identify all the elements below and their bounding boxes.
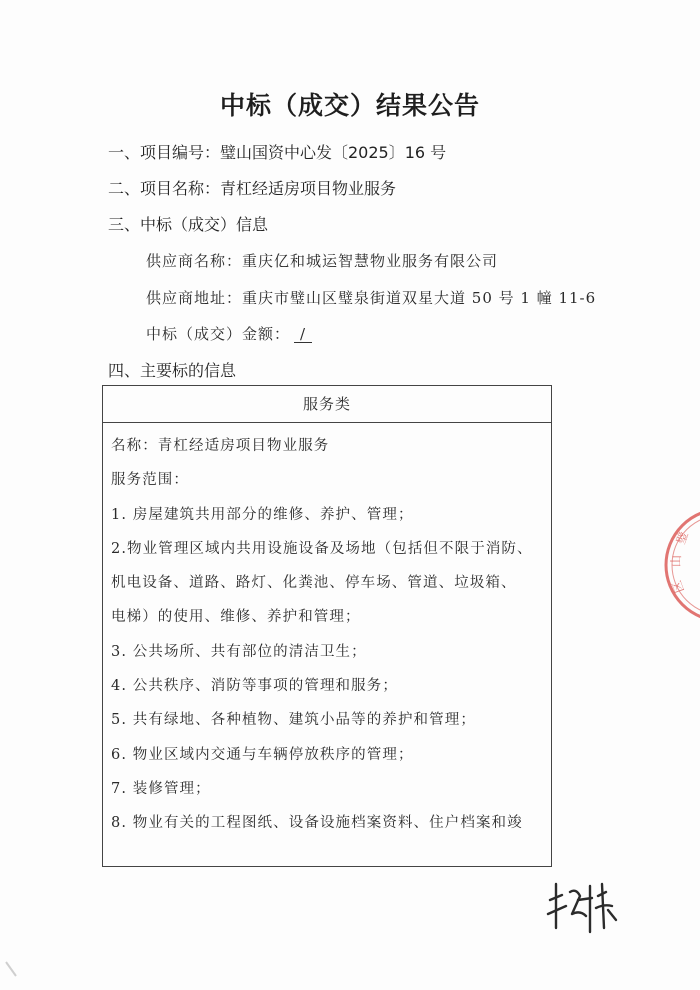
table-line: 4. 公共秩序、消防等事项的管理和服务； <box>111 678 398 695</box>
table-line: 8. 物业有关的工程图纸、设备设施档案资料、住户档案和竣 <box>111 815 523 832</box>
table-line: 机电设备、道路、路灯、化粪池、停车场、管道、垃圾箱、 <box>111 575 517 592</box>
table-line: 1. 房屋建筑共用部分的维修、养护、管理； <box>111 506 414 523</box>
award-amount-label: 中标（成交）金额： <box>146 325 291 343</box>
section-project-no: 一、项目编号：璧山国资中心发〔2025〕16 号 <box>108 143 447 162</box>
page-title: 中标（成交）结果公告 <box>219 91 480 120</box>
table-line: 电梯）的使用、维修、养护和管理； <box>111 609 361 626</box>
table-body <box>103 423 551 841</box>
subject-table <box>102 385 552 867</box>
supplier-address: 供应商地址：重庆市璧山区璧泉街道双星大道 50 号 1 幢 11-6 <box>146 289 597 307</box>
official-seal-icon <box>650 505 700 625</box>
svg-text:璧: 璧 <box>673 529 691 547</box>
section-subject-info: 四、主要标的信息 <box>108 361 237 380</box>
svg-text:区: 区 <box>669 578 687 595</box>
table-line: 2.物业管理区域内共用设施设备及场地（包括但不限于消防、 <box>111 540 533 557</box>
page-edge-mark-icon <box>4 960 24 982</box>
table-line: 名称：青杠经适房项目物业服务 <box>111 438 330 454</box>
table-line: 3. 公共场所、共有部位的清洁卫生； <box>111 643 367 660</box>
svg-text:山: 山 <box>669 554 683 567</box>
table-line: 7. 装修管理； <box>111 780 211 797</box>
section-award-info: 三、中标（成交）信息 <box>108 215 269 234</box>
table-header: 服务类 <box>103 386 551 423</box>
award-amount <box>146 323 312 344</box>
table-line: 服务范围： <box>111 472 189 489</box>
table-line: 6. 物业区域内交通与车辆停放秩序的管理； <box>111 746 414 763</box>
award-amount-value: / <box>294 326 312 343</box>
supplier-name: 供应商名称：重庆亿和城运智慧物业服务有限公司 <box>146 252 499 270</box>
table-line: 5. 共有绿地、各种植物、建筑小品等的养护和管理； <box>111 712 476 729</box>
handwritten-signature-icon <box>540 870 620 940</box>
section-project-name: 二、项目名称：青杠经适房项目物业服务 <box>108 179 397 198</box>
